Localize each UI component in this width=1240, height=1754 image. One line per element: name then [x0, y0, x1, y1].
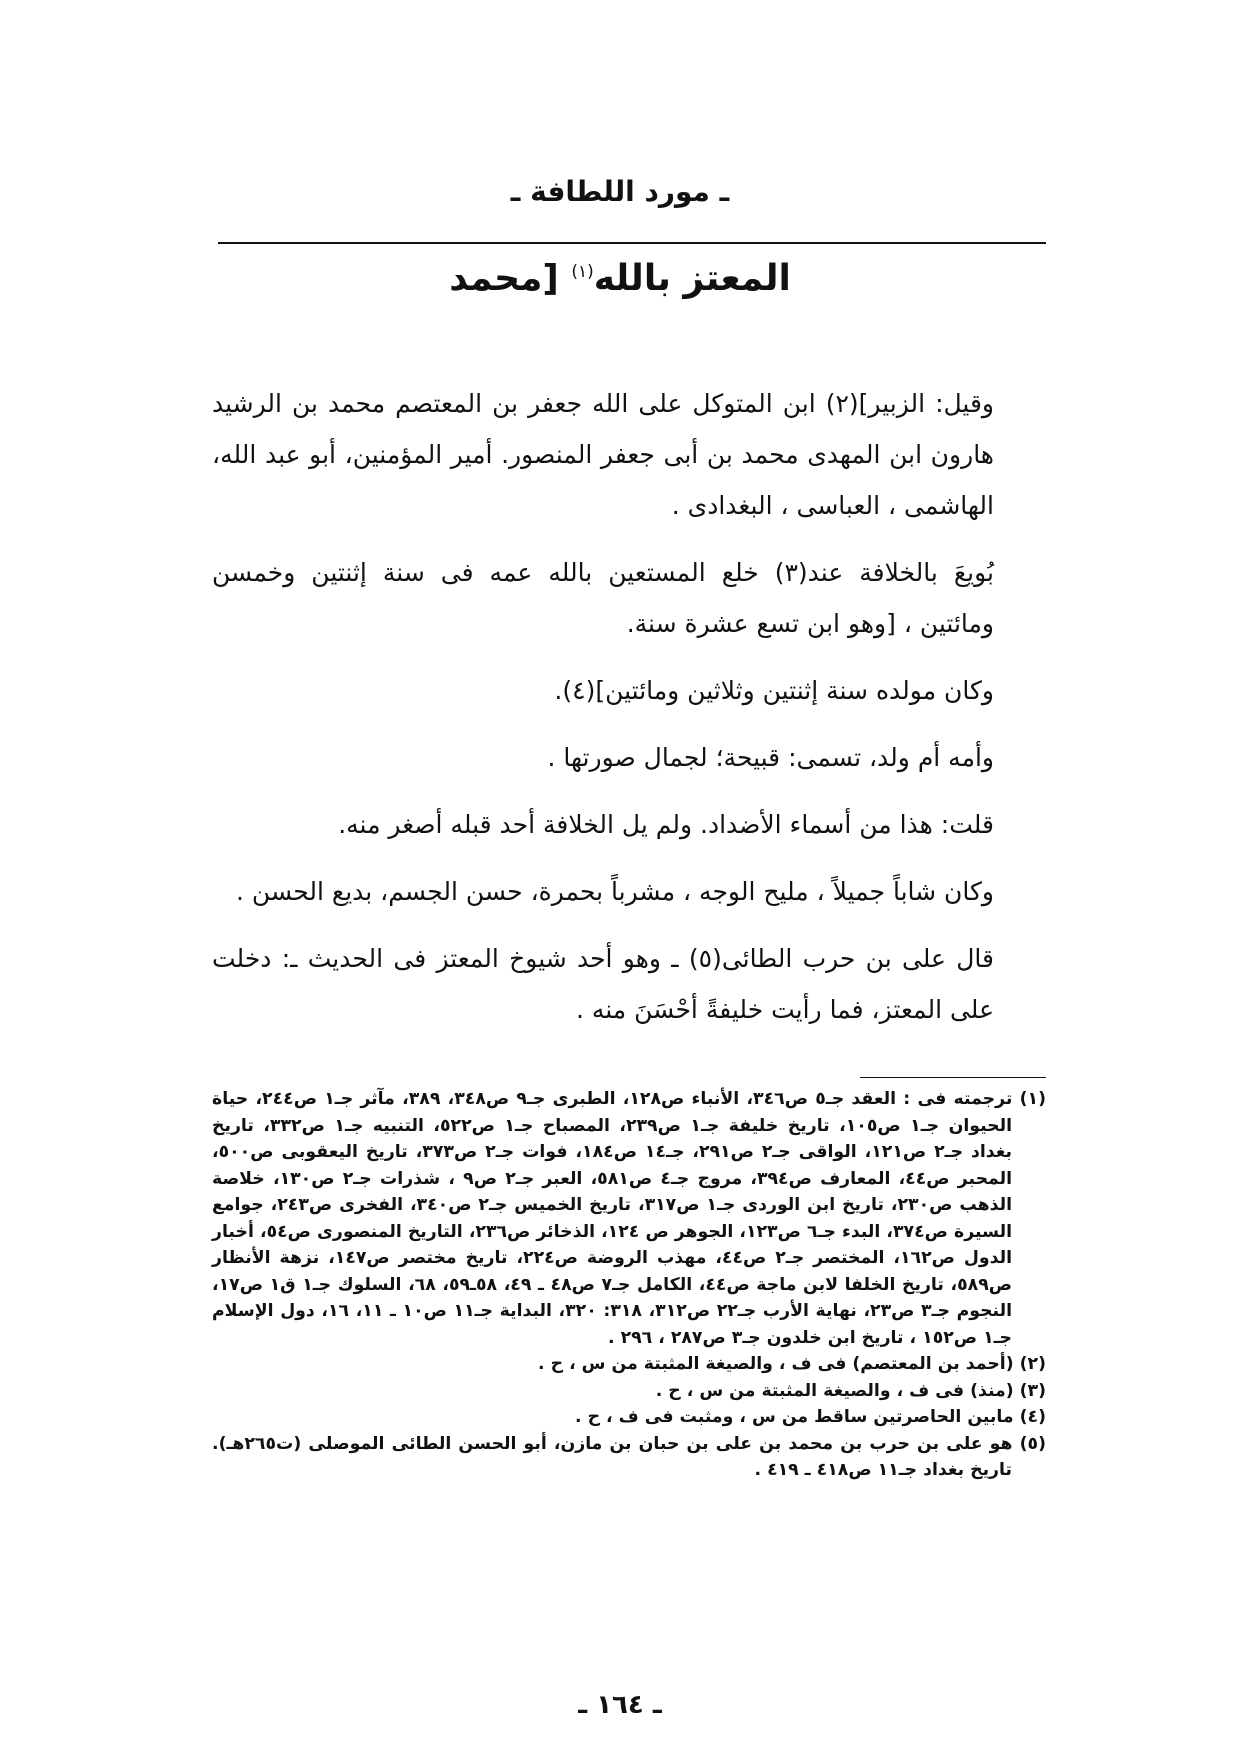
paragraph: قال على بن حرب الطائى(٥) ـ وهو أحد شيوخ المعتز فى الحديث ـ: دخلت على المعتز، فما رأيت خليفةً أحْسَنَ منه .: [212, 944, 994, 1024]
main-text: [212, 378, 1046, 1035]
header-rule: [218, 242, 1046, 244]
page-number: ـ ١٦٤ ـ: [578, 1690, 662, 1720]
footnote: (٢) (أحمد بن المعتصم) فى ف ، والصيغة المثبتة من س ، ح .: [538, 1354, 1046, 1374]
chapter-title-name: [محمد: [449, 258, 572, 299]
chapter-title: [0, 258, 1240, 299]
paragraph: بُويعَ بالخلافة عند(٣) خلع المستعين بالله عمه فى سنة إثنتين وخمسن ومائتين ، [وهو ابن تسع عشرة سنة.: [212, 558, 994, 638]
footnotes: [212, 1086, 1046, 1484]
footnote: (١) ترجمته فى : العقد جـ٥ ص٣٤٦، الأنباء ص١٢٨، الطبرى جـ٩ ص٣٤٨، ٣٨٩، مآثر جـ١ ص٢٤٤، حياة الحيوان جـ١ ص١٠٥، تاريخ خليفة جـ١ ص٢٣٩، المصباح جـ١ ص٥٢٢، التنبيه جـ١ ص٣٣٢، تاريخ بغداد جـ٢ ص١٢١، الواقى جـ٢ ص٢٩١، جـ١٤ ص١٨٤، فوات جـ٢ ص٣٧٣، تاريخ اليعقوبى ص٥٠٠، المحبر ص٤٤، المعارف ص٣٩٤، مروج جـ٤ ص٥٨١، العبر جـ٢ ص٩ ، شذرات جـ٢ ص١٣٠، خلاصة الذهب ص٢٣٠، تاريخ ابن الوردى جـ١ ص٣١٧، تاريخ الخميس جـ٢ ص٣٤٠، الفخرى ص٢٤٣، جوامع السيرة ص٣٧٤، البدء جـ٦ ص١٢٣، الجوهر ص ١٢٤، الذخائر ص٢٣٦، التاريخ المنصورى ص٥٤، أخبار الدول ص١٦٢، المختصر جـ٢ ص٤٤، مهذب الروضة ص٢٢٤، تاريخ مختصر ص١٤٧، نزهة الأنظار ص٥٨٩، تاريخ الخلفا لابن ماجة ص٤٤، الكامل جـ٧ ص٤٨ ـ ٤٩، ٥٨ـ٥٩، ٦٨، السلوك جـ١ ق١ ص١٧، النجوم جـ٣ ص٢٣، نهاية الأرب جـ٢٢ ص٣١٢، ٣١٨: ٣٢٠، البداية جـ١١ ص١٠ ـ ١١، ١٦، دول الإسلام جـ١ ص١٥٢ ، تاريخ ابن خلدون جـ٣ ص٢٨٧ ، ٢٩٦ .: [212, 1089, 1047, 1348]
footnote-rule: [860, 1077, 1046, 1078]
footnote: (٤) مابين الحاصرتين ساقط من س ، ومثبت فى ف ، ح .: [574, 1407, 1046, 1427]
chapter-title-main: المعتز بالله: [593, 258, 791, 299]
footnote: (٥) هو على بن حرب بن محمد بن على بن حبان بن مازن، أبو الحسن الطائى الموصلى (ت٢٦٥هـ). تاريخ بغداد جـ١١ ص٤١٨ ـ ٤١٩ .: [212, 1433, 1046, 1480]
paragraph: وكان مولده سنة إثنتين وثلاثين ومائتين](٤).: [554, 676, 994, 705]
running-head: ـ مورد اللطافة ـ: [510, 175, 730, 208]
title-footnote-mark: (١): [571, 262, 594, 282]
paragraph: وكان شاباً جميلاً ، مليح الوجه ، مشرباً بحمرة، حسن الجسم، بديع الحسن .: [236, 877, 994, 906]
paragraph: قلت: هذا من أسماء الأضداد. ولم يل الخلافة أحد قبله أصغر منه.: [338, 810, 994, 839]
paragraph: وأمه أم ولد، تسمى: قبيحة؛ لجمال صورتها .: [547, 743, 994, 772]
paragraph: وقيل: الزبير](٢) ابن المتوكل على الله جعفر بن المعتصم محمد بن الرشيد هارون ابن المهدى محمد بن أبى جعفر المنصور. أمير المؤمنين، أبو عبد الله، الهاشمى ، العباسى ، البغدادى .: [212, 389, 994, 520]
footnote: (٣) (منذ) فى ف ، والصيغة المثبتة من س ، ح .: [655, 1380, 1046, 1401]
